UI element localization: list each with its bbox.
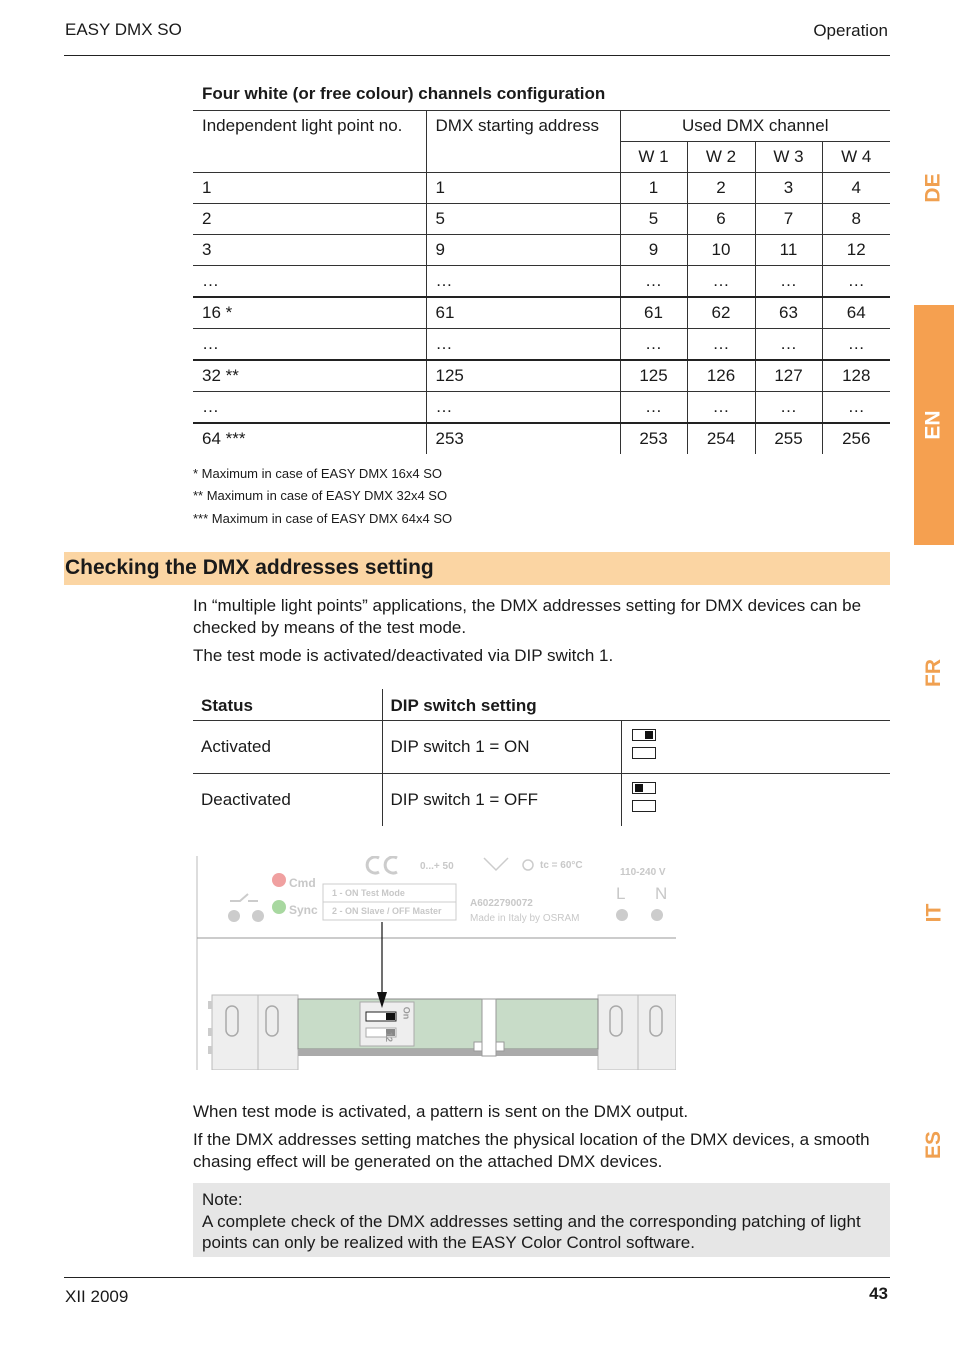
table-cell: 61 <box>426 297 620 329</box>
device-on-label: On <box>401 1006 412 1020</box>
device-temp-range: 0...+ 50 <box>420 861 454 872</box>
table-cell: … <box>193 329 426 361</box>
table-cell: 125 <box>620 360 687 392</box>
table-cell: … <box>193 392 426 424</box>
table-cell: … <box>687 329 755 361</box>
device-label-2: 2 - ON Slave / OFF Master <box>332 906 442 916</box>
section-paragraph-1: In “multiple light points” applications, the DMX addresses setting for DMX devices can be checked by means of the test mode. <box>193 596 862 637</box>
dip-row-activated <box>193 720 890 773</box>
table-cell: … <box>755 329 822 361</box>
device-L: L <box>616 884 626 903</box>
table-cell: 3 <box>755 173 822 204</box>
note-box <box>193 1183 890 1257</box>
table-cell: … <box>822 266 890 298</box>
dip-switch-on-icon <box>632 729 656 759</box>
table-cell: … <box>755 266 822 298</box>
table-cell: … <box>822 329 890 361</box>
device-N: N <box>655 884 668 903</box>
device-voltage: 110-240 V <box>620 867 666 878</box>
table-cell: 2 <box>687 173 755 204</box>
after-paragraph-2: If the DMX addresses setting matches the physical location of the DMX devices, a smooth chasing effect will be generated on the attached DMX devices. <box>193 1130 870 1171</box>
table-cell: 253 <box>620 423 687 454</box>
table-row <box>193 235 890 266</box>
footnote-2: ** Maximum in case of EASY DMX 32x4 SO <box>193 488 448 503</box>
table-cell: 10 <box>687 235 755 266</box>
footer-date: XII 2009 <box>65 1287 129 1306</box>
table-cell: 256 <box>822 423 890 454</box>
table-cell: 125 <box>426 360 620 392</box>
after-paragraph-1: When test mode is activated, a pattern is sent on the DMX output. <box>193 1102 689 1121</box>
device-made: Made in Italy by OSRAM <box>470 913 580 924</box>
device-tc: tc = 60°C <box>540 860 583 871</box>
channel-table <box>193 110 890 454</box>
table-cell: 254 <box>687 423 755 454</box>
table-cell: 128 <box>822 360 890 392</box>
table-cell: … <box>822 392 890 424</box>
section-heading: Checking the DMX addresses setting <box>64 552 890 585</box>
dip-setting: DIP switch 1 = OFF <box>382 773 621 826</box>
table-cell: 61 <box>620 297 687 329</box>
table-cell: 7 <box>755 204 822 235</box>
dip-table <box>193 689 890 826</box>
note-text: A complete check of the DMX addresses setting and the corresponding patching of light points can only be realized with the EASY Color Control software. <box>202 1212 861 1252</box>
footnote-1: * Maximum in case of EASY DMX 16x4 SO <box>193 466 443 481</box>
device-label-1: 1 - ON Test Mode <box>332 888 405 898</box>
device-drawing <box>196 856 676 1070</box>
table-cell: 8 <box>822 204 890 235</box>
lang-tab-es[interactable]: ES <box>921 1130 945 1160</box>
table-cell: 127 <box>755 360 822 392</box>
table-cell: 253 <box>426 423 620 454</box>
subcol-w1: W 1 <box>620 142 687 173</box>
table-cell: 4 <box>822 173 890 204</box>
page-number: 43 <box>869 1284 888 1303</box>
dip-row-deactivated <box>193 773 890 826</box>
table-cell: … <box>426 392 620 424</box>
table-cell: … <box>620 329 687 361</box>
channel-table-body <box>193 173 890 455</box>
table-cell: 64 *** <box>193 423 426 454</box>
table-cell: 1 <box>620 173 687 204</box>
device-illustration <box>196 856 676 1070</box>
table-cell: 255 <box>755 423 822 454</box>
dip-switch-off-icon <box>632 782 656 812</box>
lang-tab-de[interactable]: DE <box>922 172 945 203</box>
device-article: A6022790072 <box>470 898 533 909</box>
table-cell: … <box>687 392 755 424</box>
table-row <box>193 173 890 204</box>
header-section: Operation <box>813 21 888 40</box>
dip-col-setting: DIP switch setting <box>382 689 621 720</box>
lang-tab-it[interactable]: IT <box>921 903 945 922</box>
table-cell: 9 <box>426 235 620 266</box>
dip-status: Deactivated <box>193 773 382 826</box>
table-cell: 6 <box>687 204 755 235</box>
table-cell: 5 <box>426 204 620 235</box>
subcol-w3: W 3 <box>755 142 822 173</box>
table-cell: 64 <box>822 297 890 329</box>
device-cmd-label: Cmd <box>289 876 316 890</box>
table-cell: 5 <box>620 204 687 235</box>
footer-rule <box>64 1277 890 1278</box>
dip-setting: DIP switch 1 = ON <box>382 720 621 773</box>
table-cell: … <box>755 392 822 424</box>
section-paragraph-2: The test mode is activated/deactivated via DIP switch 1. <box>193 646 614 665</box>
table-cell: 63 <box>755 297 822 329</box>
table-cell: … <box>193 266 426 298</box>
table-row <box>193 392 890 424</box>
table-cell: 2 <box>193 204 426 235</box>
col-header-point: Independent light point no. <box>193 111 426 173</box>
lang-tab-en[interactable]: EN <box>914 305 954 545</box>
table-row <box>193 329 890 361</box>
table-cell: 9 <box>620 235 687 266</box>
table-cell: 126 <box>687 360 755 392</box>
table-cell: 3 <box>193 235 426 266</box>
table-cell: … <box>620 266 687 298</box>
table-row <box>193 266 890 298</box>
table-cell: … <box>426 329 620 361</box>
note-title: Note: <box>202 1190 243 1209</box>
lang-tab-fr[interactable]: FR <box>922 658 945 687</box>
subcol-w4: W 4 <box>822 142 890 173</box>
table-row <box>193 204 890 235</box>
table-cell: 12 <box>822 235 890 266</box>
col-header-used: Used DMX channel <box>620 111 890 142</box>
header-rule <box>64 55 890 56</box>
table-caption: Four white (or free colour) channels configuration <box>202 84 606 103</box>
table-cell: 1 <box>426 173 620 204</box>
footnote-3: *** Maximum in case of EASY DMX 64x4 SO <box>193 511 453 526</box>
table-cell: … <box>687 266 755 298</box>
device-switch-numbers: 12 <box>384 1031 395 1043</box>
table-cell: 11 <box>755 235 822 266</box>
table-row <box>193 360 890 392</box>
table-cell: 1 <box>193 173 426 204</box>
table-cell: 16 * <box>193 297 426 329</box>
col-header-address: DMX starting address <box>426 111 620 173</box>
dip-col-status: Status <box>201 695 253 715</box>
device-sync-label: Sync <box>289 903 318 917</box>
table-cell: … <box>620 392 687 424</box>
table-cell: 62 <box>687 297 755 329</box>
table-row <box>193 423 890 454</box>
table-row <box>193 297 890 329</box>
table-cell: 32 ** <box>193 360 426 392</box>
subcol-w2: W 2 <box>687 142 755 173</box>
table-cell: … <box>426 266 620 298</box>
dip-status: Activated <box>193 720 382 773</box>
header-product: EASY DMX SO <box>65 20 182 39</box>
